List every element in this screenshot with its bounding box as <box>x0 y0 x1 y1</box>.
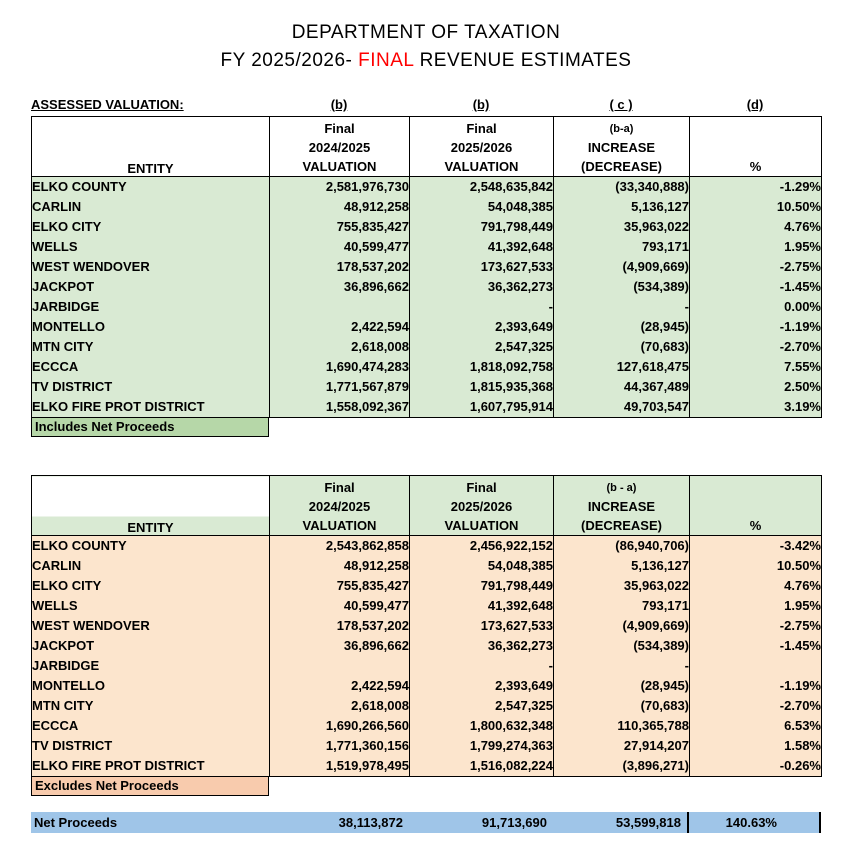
v1-cell: 48,912,258 <box>270 197 410 217</box>
entity-cell: JARBIDGE <box>32 656 270 676</box>
table-row <box>32 197 822 217</box>
table-row <box>32 277 822 297</box>
v2-cell: 54,048,385 <box>410 197 554 217</box>
pct-cell: 0.00% <box>690 297 822 317</box>
entity-cell: MONTELLO <box>32 317 270 337</box>
v2-cell: - <box>410 297 554 317</box>
table-row <box>32 536 822 557</box>
pct-cell: 10.50% <box>690 556 822 576</box>
diff-cell: 793,171 <box>554 237 690 257</box>
header-line: Final <box>324 121 355 136</box>
entity-cell: MTN CITY <box>32 696 270 716</box>
entity-cell: WELLS <box>32 596 270 616</box>
diff-cell: - <box>554 297 690 317</box>
diff-cell: 44,367,489 <box>554 377 690 397</box>
table-row <box>32 357 822 377</box>
entity-cell: JARBIDGE <box>32 297 270 317</box>
v2-cell: 41,392,648 <box>410 237 554 257</box>
v1-cell: 2,581,976,730 <box>270 177 410 198</box>
diff-cell: (534,389) <box>554 636 690 656</box>
table-header-row <box>32 476 822 536</box>
entity-cell: CARLIN <box>32 197 270 217</box>
header-line: VALUATION <box>302 159 377 174</box>
column-ref-d: (d) <box>746 97 764 112</box>
header-line: 2024/2025 <box>308 140 371 155</box>
diff-cell: (86,940,706) <box>554 536 690 557</box>
v1-cell: 1,771,360,156 <box>270 736 410 756</box>
entity-cell: TV DISTRICT <box>32 377 270 397</box>
entity-cell: ELKO CITY <box>32 217 270 237</box>
table-row <box>32 736 822 756</box>
diff-cell: (70,683) <box>554 696 690 716</box>
table-body <box>32 536 822 777</box>
table-header-row <box>32 117 822 177</box>
v1-cell: 2,422,594 <box>270 317 410 337</box>
pct-cell: -3.42% <box>690 536 822 557</box>
diff-cell: (70,683) <box>554 337 690 357</box>
table-body <box>32 177 822 418</box>
pct-cell: 10.50% <box>690 197 822 217</box>
pct-cell: -2.70% <box>690 337 822 357</box>
percent-header <box>690 117 822 177</box>
table-row <box>32 317 822 337</box>
diff-cell: 110,365,788 <box>554 716 690 736</box>
header-line: (b-a) <box>609 123 634 135</box>
diff-cell: (33,340,888) <box>554 177 690 198</box>
entity-cell: ECCCA <box>32 357 270 377</box>
v2-cell: 1,818,092,758 <box>410 357 554 377</box>
pct-cell <box>690 656 822 676</box>
entity-cell: WELLS <box>32 237 270 257</box>
pct-cell: 1.95% <box>690 237 822 257</box>
v2-cell: 36,362,273 <box>410 277 554 297</box>
table-row <box>32 636 822 656</box>
v1-cell <box>270 656 410 676</box>
v1-cell: 36,896,662 <box>270 277 410 297</box>
v2-cell: 173,627,533 <box>410 616 554 636</box>
pct-cell: -1.19% <box>690 317 822 337</box>
entity-cell: ELKO FIRE PROT DISTRICT <box>32 756 270 777</box>
header-line: INCREASE <box>587 140 656 155</box>
pct-cell: -1.29% <box>690 177 822 198</box>
table-row <box>32 676 822 696</box>
entity-cell: WEST WENDOVER <box>32 257 270 277</box>
v2-cell: 2,456,922,152 <box>410 536 554 557</box>
table-row <box>32 397 822 418</box>
header-line: Final <box>466 480 497 495</box>
pct-cell: 6.53% <box>690 716 822 736</box>
pct-cell: -0.26% <box>690 756 822 777</box>
diff-cell: - <box>554 656 690 676</box>
assessed-valuation-label-cell <box>31 96 269 114</box>
header-line: (b - a) <box>606 482 637 494</box>
v2-cell: 2,393,649 <box>410 676 554 696</box>
table-row <box>32 696 822 716</box>
v1-cell <box>270 297 410 317</box>
title-text: DEPARTMENT OF TAXATION <box>291 22 561 43</box>
v1-cell: 2,618,008 <box>270 337 410 357</box>
header-line: % <box>749 518 762 533</box>
header-line: VALUATION <box>444 159 519 174</box>
header-line: Final <box>324 480 355 495</box>
entity-cell: ELKO CITY <box>32 576 270 596</box>
diff-cell: 35,963,022 <box>554 576 690 596</box>
pct-cell: 4.76% <box>690 576 822 596</box>
valuation-2025-header <box>410 476 554 536</box>
header-line: (DECREASE) <box>581 518 662 533</box>
pct-cell: -1.19% <box>690 676 822 696</box>
table-row <box>32 716 822 736</box>
column-ref-c: ( c ) <box>609 97 633 112</box>
diff-cell: 27,914,207 <box>554 736 690 756</box>
table-row <box>32 257 822 277</box>
percent-header <box>690 476 822 536</box>
v2-cell: 36,362,273 <box>410 636 554 656</box>
v2-cell: 1,607,795,914 <box>410 397 554 418</box>
subtitle-suffix: REVENUE ESTIMATES <box>413 50 632 71</box>
net-proceeds-2024-value: 38,113,872 <box>338 815 403 830</box>
valuation-2024-header <box>270 476 410 536</box>
v1-cell: 40,599,477 <box>270 596 410 616</box>
entity-cell: MONTELLO <box>32 676 270 696</box>
entity-cell: ELKO COUNTY <box>32 177 270 198</box>
v1-cell: 755,835,427 <box>270 217 410 237</box>
pct-cell: -1.45% <box>690 636 822 656</box>
pct-cell: -1.45% <box>690 277 822 297</box>
v1-cell: 1,558,092,367 <box>270 397 410 418</box>
v2-cell: 54,048,385 <box>410 556 554 576</box>
assessed-valuation-label: ASSESSED VALUATION: <box>31 97 184 112</box>
column-ref-b1: (b) <box>330 97 348 112</box>
net-proceeds-increase-value: 53,599,818 <box>553 812 689 833</box>
v1-cell: 1,690,474,283 <box>270 357 410 377</box>
table-row <box>32 177 822 198</box>
v2-cell: - <box>410 656 554 676</box>
entity-cell: JACKPOT <box>32 636 270 656</box>
table-row <box>32 297 822 317</box>
v2-cell: 2,547,325 <box>410 337 554 357</box>
column-ref-b2: (b) <box>472 97 490 112</box>
table-row <box>32 596 822 616</box>
v1-cell: 40,599,477 <box>270 237 410 257</box>
header-line: VALUATION <box>444 518 519 533</box>
v2-cell: 791,798,449 <box>410 576 554 596</box>
net-proceeds-percent-value: 140.63% <box>689 812 821 833</box>
v1-cell: 48,912,258 <box>270 556 410 576</box>
v1-cell: 755,835,427 <box>270 576 410 596</box>
v1-cell: 2,618,008 <box>270 696 410 716</box>
header-line: 2025/2026 <box>450 499 513 514</box>
table-row <box>32 756 822 777</box>
diff-cell: 35,963,022 <box>554 217 690 237</box>
diff-cell: (4,909,669) <box>554 257 690 277</box>
excludes-net-proceeds-label: Excludes Net Proceeds <box>31 777 269 796</box>
increase-decrease-header <box>554 117 690 177</box>
entity-cell: MTN CITY <box>32 337 270 357</box>
v1-cell: 2,543,862,858 <box>270 536 410 557</box>
table-row <box>32 656 822 676</box>
v1-cell: 2,422,594 <box>270 676 410 696</box>
diff-cell: 5,136,127 <box>554 556 690 576</box>
entity-cell: JACKPOT <box>32 277 270 297</box>
page-subtitle <box>0 50 852 72</box>
v1-cell: 1,519,978,495 <box>270 756 410 777</box>
entity-cell: TV DISTRICT <box>32 736 270 756</box>
v2-cell: 2,548,635,842 <box>410 177 554 198</box>
increase-decrease-header <box>554 476 690 536</box>
header-line: VALUATION <box>302 518 377 533</box>
table-row <box>32 237 822 257</box>
includes-net-proceeds-table <box>31 116 822 418</box>
net-proceeds-row <box>31 812 821 833</box>
pct-cell: -2.70% <box>690 696 822 716</box>
header-line: INCREASE <box>587 499 656 514</box>
entity-header: ENTITY <box>32 476 270 536</box>
pct-cell: -2.75% <box>690 257 822 277</box>
subtitle-final-highlight: FINAL <box>358 50 414 71</box>
v2-cell: 2,393,649 <box>410 317 554 337</box>
valuation-2024-header <box>270 117 410 177</box>
table-row <box>32 377 822 397</box>
v2-cell: 1,799,274,363 <box>410 736 554 756</box>
table-row <box>32 337 822 357</box>
pct-cell: 2.50% <box>690 377 822 397</box>
diff-cell: (28,945) <box>554 317 690 337</box>
table-row <box>32 576 822 596</box>
header-line: (DECREASE) <box>581 159 662 174</box>
header-line: % <box>749 159 762 174</box>
pct-cell: 4.76% <box>690 217 822 237</box>
pct-cell: 7.55% <box>690 357 822 377</box>
v2-cell: 173,627,533 <box>410 257 554 277</box>
pct-cell: -2.75% <box>690 616 822 636</box>
entity-cell: ECCCA <box>32 716 270 736</box>
header-line: 2025/2026 <box>450 140 513 155</box>
subtitle-prefix: FY 2025/2026- <box>220 50 359 71</box>
column-reference-row <box>31 96 821 114</box>
v2-cell: 791,798,449 <box>410 217 554 237</box>
diff-cell: 5,136,127 <box>554 197 690 217</box>
diff-cell: 127,618,475 <box>554 357 690 377</box>
v1-cell: 36,896,662 <box>270 636 410 656</box>
table-row <box>32 556 822 576</box>
v1-cell: 178,537,202 <box>270 616 410 636</box>
v2-cell: 1,800,632,348 <box>410 716 554 736</box>
v1-cell: 1,690,266,560 <box>270 716 410 736</box>
worksheet <box>31 96 821 833</box>
net-proceeds-2025-value: 91,713,690 <box>481 815 547 830</box>
pct-cell: 1.95% <box>690 596 822 616</box>
diff-cell: (3,896,271) <box>554 756 690 777</box>
diff-cell: 793,171 <box>554 596 690 616</box>
pct-cell: 3.19% <box>690 397 822 418</box>
v1-cell: 178,537,202 <box>270 257 410 277</box>
v1-cell: 1,771,567,879 <box>270 377 410 397</box>
pct-cell: 1.58% <box>690 736 822 756</box>
table-row <box>32 616 822 636</box>
net-proceeds-label: Net Proceeds <box>34 815 118 830</box>
diff-cell: 49,703,547 <box>554 397 690 418</box>
entity-cell: ELKO COUNTY <box>32 536 270 557</box>
v2-cell: 1,516,082,224 <box>410 756 554 777</box>
header-line: Final <box>466 121 497 136</box>
valuation-2025-header <box>410 117 554 177</box>
table-row <box>32 217 822 237</box>
entity-cell: CARLIN <box>32 556 270 576</box>
diff-cell: (28,945) <box>554 676 690 696</box>
v2-cell: 2,547,325 <box>410 696 554 716</box>
v2-cell: 1,815,935,368 <box>410 377 554 397</box>
entity-cell: ELKO FIRE PROT DISTRICT <box>32 397 270 418</box>
includes-net-proceeds-label: Includes Net Proceeds <box>31 418 269 437</box>
diff-cell: (4,909,669) <box>554 616 690 636</box>
entity-cell: WEST WENDOVER <box>32 616 270 636</box>
header-line: 2024/2025 <box>308 499 371 514</box>
excludes-net-proceeds-table <box>31 475 822 777</box>
v2-cell: 41,392,648 <box>410 596 554 616</box>
entity-header: ENTITY <box>32 117 270 177</box>
diff-cell: (534,389) <box>554 277 690 297</box>
page-title <box>0 22 852 44</box>
